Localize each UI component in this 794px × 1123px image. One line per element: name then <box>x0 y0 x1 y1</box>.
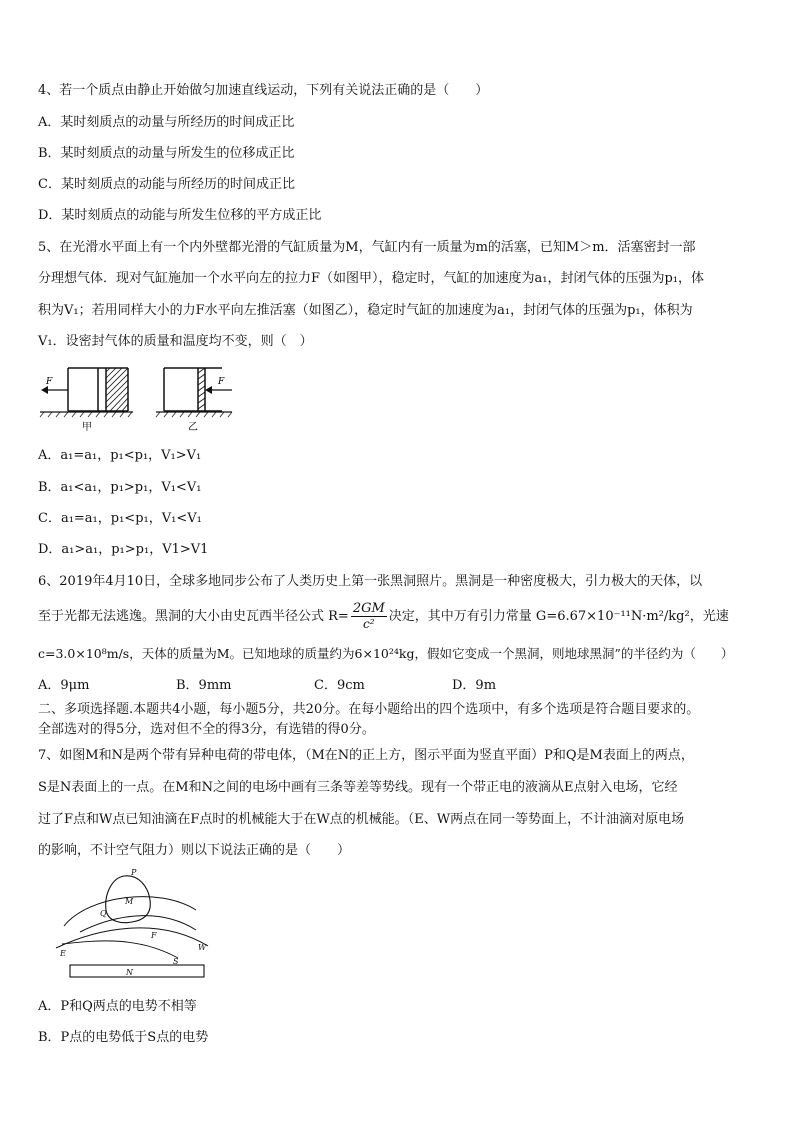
label-s: S <box>173 957 179 966</box>
label-n: N <box>126 968 133 977</box>
q7-line-3: 过了F点和W点已知油滴在F点时的机械能大于在W点的机械能。（E、W两点在同一等势面上，不计油滴对原电场 <box>38 812 685 827</box>
q5-line-3: 积为V₁；若用同样大小的力F水平向左推活塞（如图乙），稳定时气缸的加速度为a₁，封闭气体的压强为p₁，体积为 <box>38 303 693 318</box>
q4-option-b: B．某时刻质点的动量与所发生的位移成正比 <box>38 146 295 161</box>
body-n <box>70 965 204 977</box>
q5-line-2: 分理想气体．现对气缸施加一个水平向左的拉力F（如图甲），稳定时，气缸的加速度为a₁，封闭气体的压强为p₁，体 <box>38 271 705 286</box>
schwarzschild-fraction <box>351 602 387 631</box>
q4-option-c: C．某时刻质点的动能与所经历的时间成正比 <box>38 177 295 192</box>
q6-option-c: C．9cm <box>314 678 365 693</box>
q7-line-4: 的影响，不计空气阻力）则以下说法正确的是（ ） <box>38 843 351 858</box>
label-jia: 甲 <box>82 422 92 433</box>
equipotential-inner <box>56 928 208 948</box>
q5-option-d: D．a₁>a₁，p₁>p₁，V1>V1 <box>38 542 209 557</box>
jia-force-label: F <box>46 377 53 387</box>
q6-option-b: B．9mm <box>176 678 232 693</box>
label-m: M <box>125 897 134 906</box>
q5-option-b: B．a₁<a₁，p₁>p₁，V₁<V₁ <box>38 480 202 495</box>
label-yi: 乙 <box>188 422 198 433</box>
droplet-path <box>62 941 178 958</box>
label-w: W <box>198 943 207 952</box>
q7-option-a: A．P和Q两点的电势不相等 <box>38 999 197 1014</box>
q6-option-a: A．9μm <box>38 678 90 693</box>
section2-line-1: 二、多项选择题.本题共4小题，每小题5分，共20分。在每小题给出的四个选项中，有多个选项是符合题目要求的。 <box>38 702 700 717</box>
q7-option-b: B．P点的电势低于S点的电势 <box>38 1030 209 1045</box>
q5-option-a: A．a₁=a₁，p₁<p₁，V₁>V₁ <box>38 448 202 463</box>
yi-force-label: F <box>218 377 225 387</box>
label-e: E <box>60 949 66 958</box>
q6-line-2-pre: 至于光都无法逃逸。黑洞的大小由史瓦西半径公式 R= <box>38 609 349 624</box>
q5-option-c: C．a₁=a₁，p₁<p₁，V₁<V₁ <box>38 511 202 526</box>
figure-yi <box>156 368 232 433</box>
q6-line-2-post: 决定，其中万有引力常量 G=6.67×10⁻¹¹N·m²/kg²，光速 <box>388 609 729 624</box>
q7-line-1: 7、如图M和N是两个带有异种电荷的带电体，（M在N的正上方，图示平面为竖直平面）P和Q是M表面上的两点， <box>38 748 694 763</box>
q4-option-d: D．某时刻质点的动能与所发生位移的平方成正比 <box>38 208 322 223</box>
label-f: F <box>151 931 157 940</box>
fraction-numerator: 2GM <box>352 601 385 616</box>
q6-line-3: c=3.0×10⁸m/s，天体的质量为M。已知地球的质量约为6×10²⁴kg，假如它变成一个黑洞，则地球黑洞”的半径约为（ ） <box>38 646 734 661</box>
q5-cylinder-figure <box>38 364 238 434</box>
figure-jia <box>40 368 133 433</box>
label-p: P <box>131 868 137 877</box>
q4-option-a: A．某时刻质点的动量与所经历的时间成正比 <box>38 115 295 130</box>
fraction-denominator: c² <box>363 617 375 631</box>
q5-line-1: 5、在光滑水平面上有一个内外壁都光滑的气缸质量为M，气缸内有一质量为m的活塞，已知M＞m．活塞密封一部 <box>38 240 696 255</box>
q6-option-d: D．9m <box>452 678 497 693</box>
q4-stem: 4、若一个质点由静止开始做匀加速直线运动，下列有关说法正确的是（ ） <box>38 83 489 98</box>
q5-line-4: V₁．设密封气体的质量和温度均不变，则（ ） <box>38 334 313 349</box>
equipotential-middle <box>80 916 196 932</box>
q6-line-1: 6、2019年4月10日，全球多地同步公布了人类历史上第一张黑洞照片。黑洞是一种密度极大，引力极大的天体，以 <box>38 574 703 589</box>
q7-field-figure <box>48 866 238 984</box>
section2-line-2: 全部选对的得5分，选对但不全的得3分，有选错的得0分。 <box>38 722 375 737</box>
q6-line-2 <box>38 601 758 635</box>
q7-line-2: S是N表面上的一点。在M和N之间的电场中画有三条等差等势线。现有一个带正电的液滴从E点射入电场，它经 <box>38 780 678 795</box>
label-q: Q <box>100 909 107 918</box>
